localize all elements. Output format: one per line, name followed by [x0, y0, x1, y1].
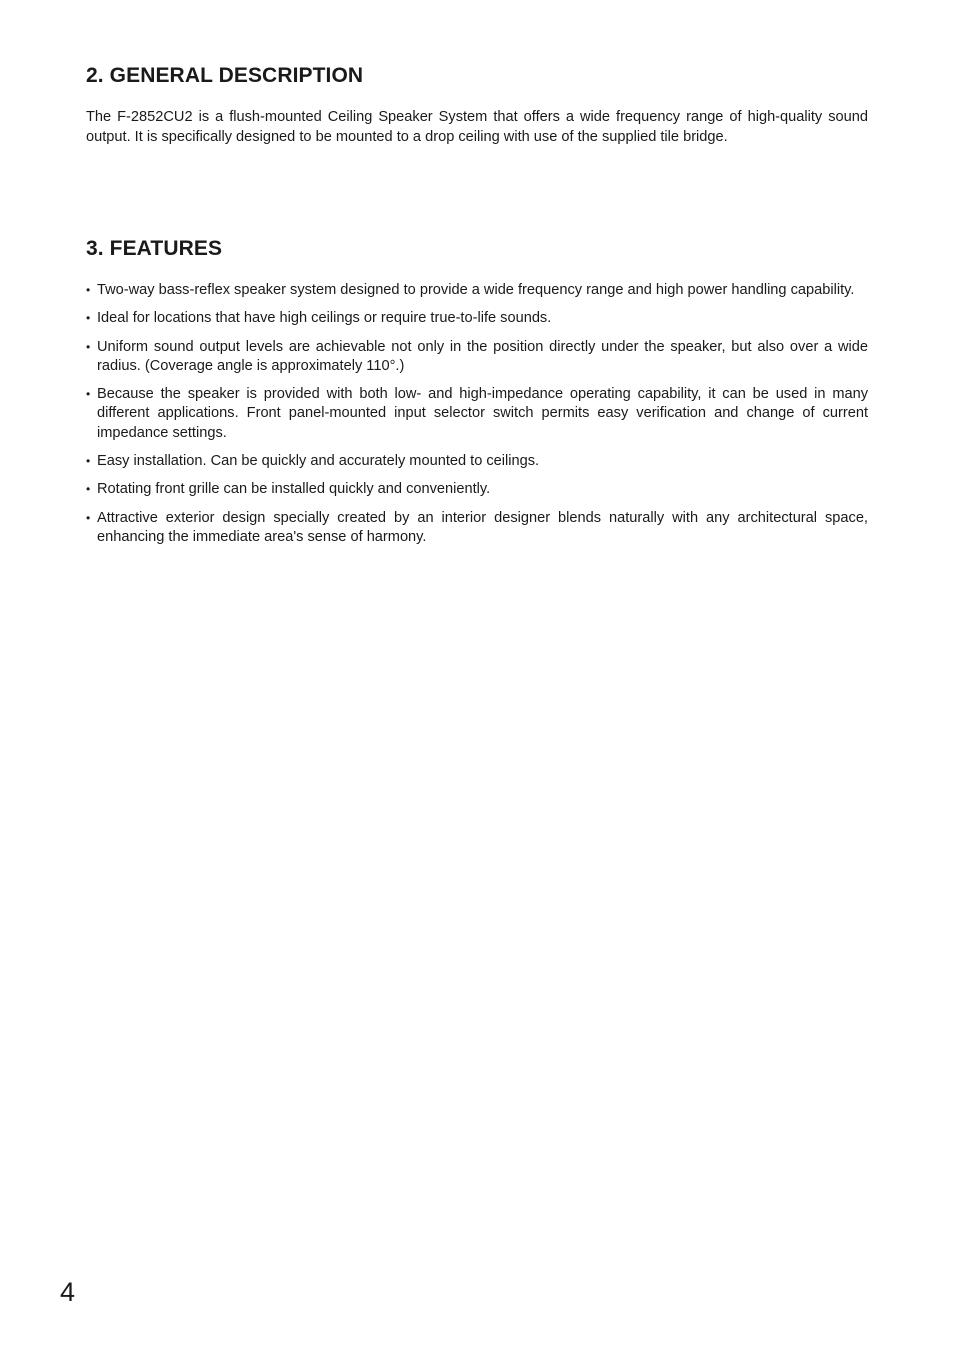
feature-item — [86, 480, 868, 499]
feature-text: Attractive exterior design specially created by an interior designer blends naturally with any architectural space, enhancing the immediate area's sense of harmony. — [97, 509, 868, 545]
feature-item — [86, 281, 868, 300]
features-list — [86, 281, 868, 556]
general-description-paragraph: The F-2852CU2 is a flush-mounted Ceiling Speaker System that offers a wide frequency range of high-quality sound output. It is specifically designed to be mounted to a drop ceiling with use of the supplied tile bridge. — [86, 109, 868, 145]
feature-text: Ideal for locations that have high ceilings or require true-to-life sounds. — [97, 310, 552, 327]
feature-text: Uniform sound output levels are achievable not only in the position directly under the speaker, but also over a wide radius. (Coverage angle is approximately 110°.) — [97, 338, 868, 374]
general-description-heading: 2. GENERAL DESCRIPTION — [86, 64, 364, 87]
bullet-icon: • — [86, 482, 91, 497]
features-heading: 3. FEATURES — [86, 237, 223, 260]
feature-text: Rotating front grille can be installed quickly and conveniently. — [97, 481, 491, 498]
feature-item — [86, 509, 868, 548]
feature-text: Two-way bass-reflex speaker system designed to provide a wide frequency range and high power handling capability. — [97, 282, 855, 298]
bullet-icon: • — [86, 387, 91, 402]
bullet-icon: • — [86, 454, 91, 469]
feature-text: Easy installation. Can be quickly and accurately mounted to ceilings. — [97, 453, 540, 470]
bullet-icon: • — [86, 311, 91, 326]
bullet-icon: • — [86, 339, 91, 354]
page-number: 4 — [60, 1277, 76, 1307]
bullet-icon: • — [86, 510, 91, 525]
feature-item — [86, 338, 868, 377]
feature-text: Because the speaker is provided with both low- and high-impedance operating capability, it can be used in many different applications. Front panel-mounted input selector switch permits easy verification and change of current impedance settings. — [97, 386, 868, 441]
feature-item — [86, 452, 868, 471]
feature-item — [86, 309, 868, 328]
feature-item — [86, 385, 868, 443]
bullet-icon: • — [86, 283, 91, 297]
